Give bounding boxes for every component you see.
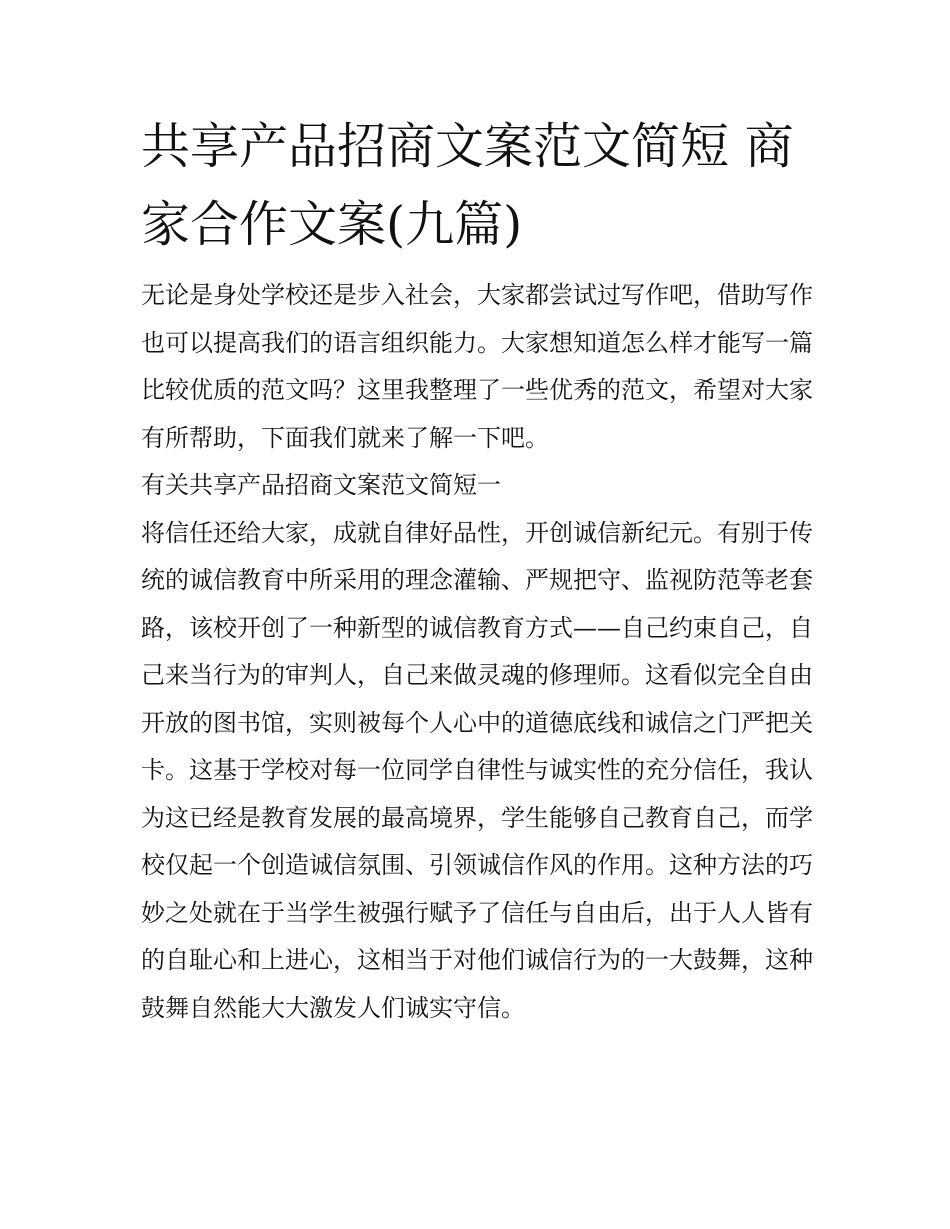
section-heading: 有关共享产品招商文案范文简短一 bbox=[141, 471, 501, 499]
document-title: 共享产品招商文案范文简短 商家合作文案(九篇) bbox=[141, 118, 794, 253]
body-paragraph: 将信任还给大家，成就自律好品性，开创诚信新纪元。有别于传统的诚信教育中所采用的理念灌输、严规把守、监视防范等老套路，该校开创了一种新型的诚信教育方式——自己约束自己，自己来当行为的审判人，自己来做灵魂的修理师。这看似完全自由开放的图书馆，实则被每个人心中的道德底线和诚信之门严把关卡。这基于学校对每一位同学自律性与诚实性的充分信任，我认为这已经是教育发展的最高境界，学生能够自己教育自己，而学校仅起一个创造诚信氛围、引领诚信作风的作用。这种方法的巧妙之处就在于当学生被强行赋予了信任与自由后，出于人人皆有的自耻心和上进心，这相当于对他们诚信行为的一大鼓舞，这种鼓舞自然能大大激发人们诚实守信。 bbox=[141, 518, 813, 1022]
intro-paragraph: 无论是身处学校还是步入社会，大家都尝试过写作吧，借助写作也可以提高我们的语言组织能力。大家想知道怎么样才能写一篇比较优质的范文吗？这里我整理了一些优秀的范文，希望对大家有所帮助，下面我们就来了解一下吧。 bbox=[141, 281, 813, 452]
document-page bbox=[141, 108, 813, 1032]
